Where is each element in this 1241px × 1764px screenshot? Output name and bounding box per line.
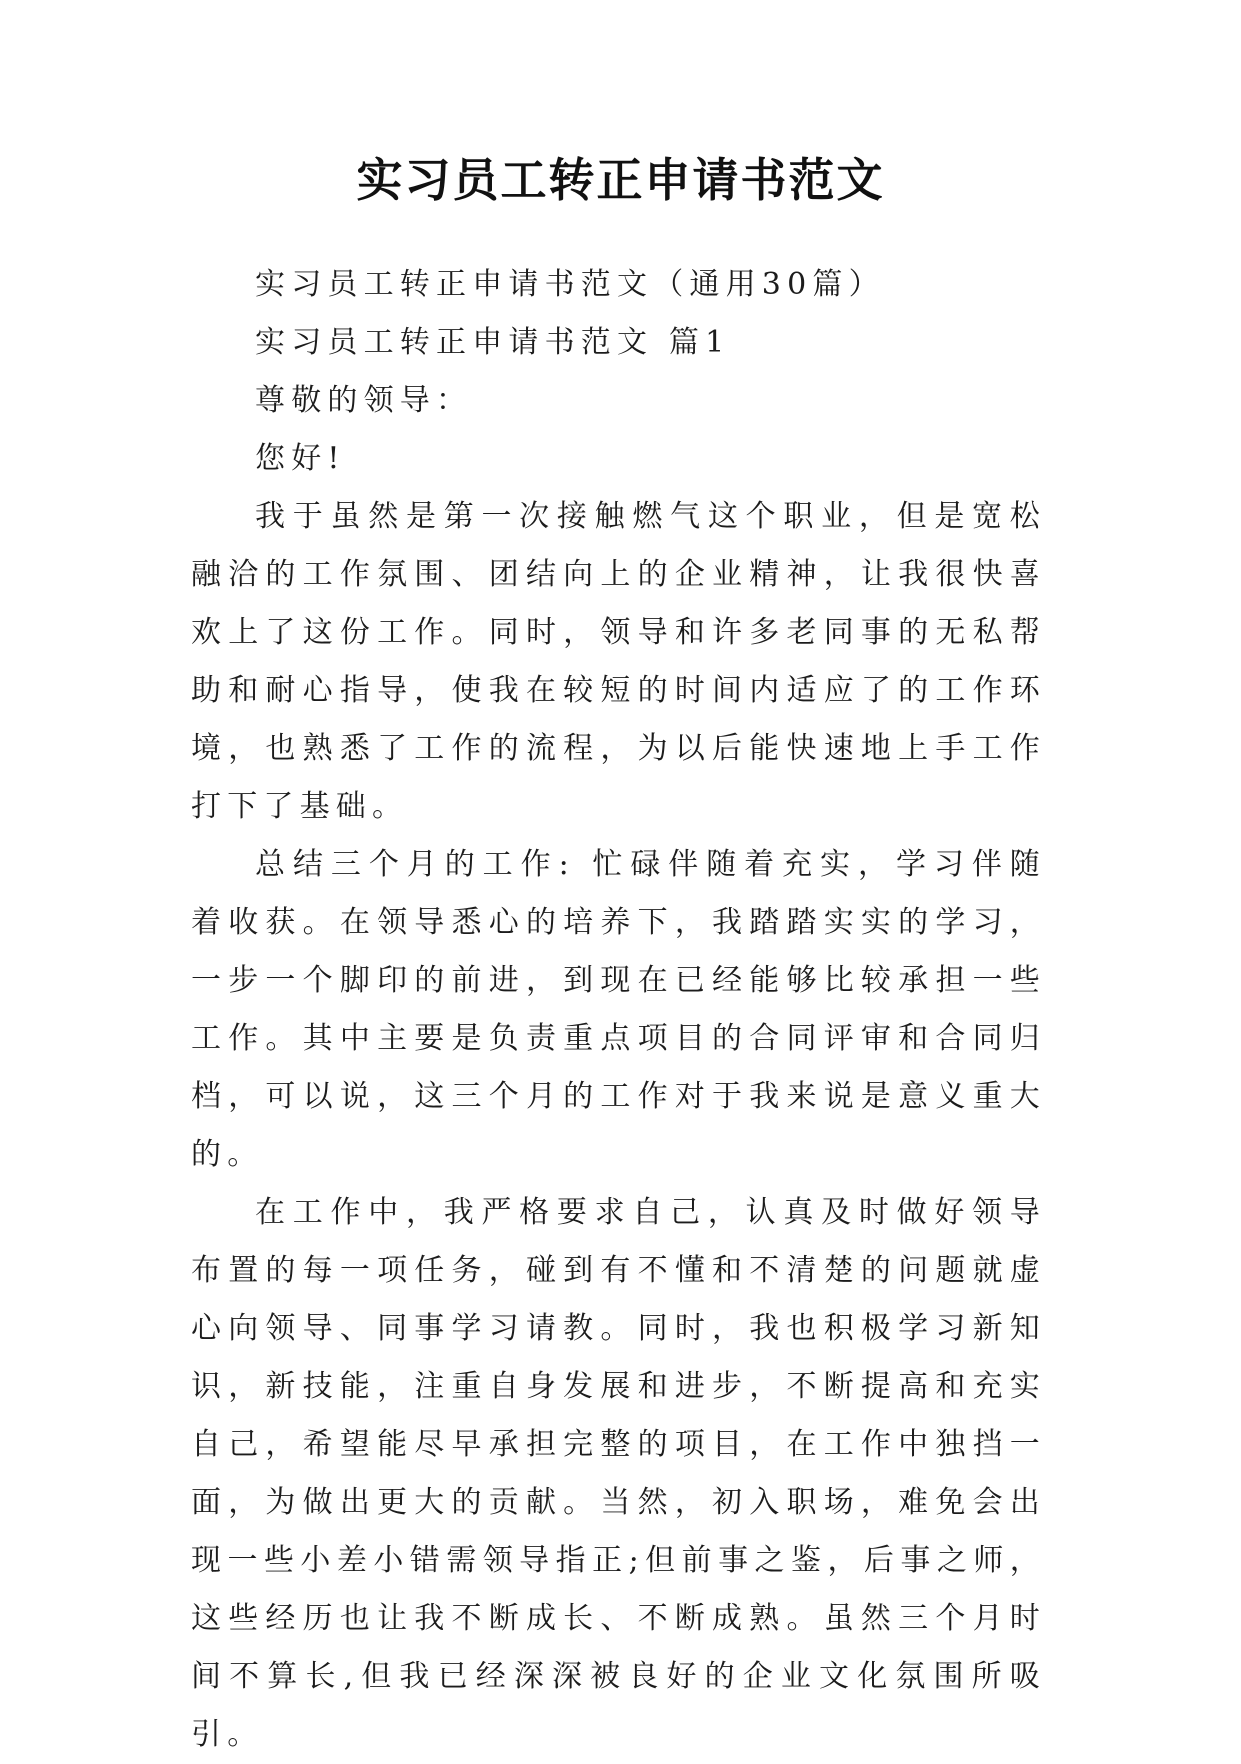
document-body (191, 256, 1046, 1764)
salutation: 尊敬的领导： (255, 383, 473, 418)
body-paragraph: 我于虽然是第一次接触燃气这个职业，但是宽松融洽的工作氛围、团结向上的企业精神，让我很快喜欢上了这份工作。同时，领导和许多老同事的无私帮助和耐心指导，使我在较短的时间内适应了的工作环境，也熟悉了工作的流程，为以后能快速地上手工作打下了基础。 (191, 499, 1046, 824)
document-subtitle: 实习员工转正申请书范文（通用30篇） (255, 267, 885, 302)
body-paragraph: 在工作中，我严格要求自己，认真及时做好领导布置的每一项任务，碰到有不懂和不清楚的问题就虚心向领导、同事学习请教。同时，我也积极学习新知识，新技能，注重自身发展和进步，不断提高和充实自己，希望能尽早承担完整的项目，在工作中独挡一面，为做出更大的贡献。当然，初入职场，难免会出现一些小差小错需领导指正;但前事之鉴，后事之师，这些经历也让我不断成长、不断成熟。虽然三个月时间不算长,但我已经深深被良好的企业文化氛围所吸引。 (191, 1195, 1046, 1752)
body-paragraph: 总结三个月的工作: 忙碌伴随着充实，学习伴随着收获。在领导悉心的培养下，我踏踏实实的学习，一步一个脚印的前进，到现在已经能够比较承担一些工作。其中主要是负责重点项目的合同评审和合同归档，可以说，这三个月的工作对于我来说是意义重大的。 (191, 847, 1046, 1172)
section-heading: 实习员工转正申请书范文 篇1 (255, 325, 731, 360)
document-title: 实习员工转正申请书范文 (356, 153, 885, 207)
greeting: 您好! (255, 441, 346, 476)
